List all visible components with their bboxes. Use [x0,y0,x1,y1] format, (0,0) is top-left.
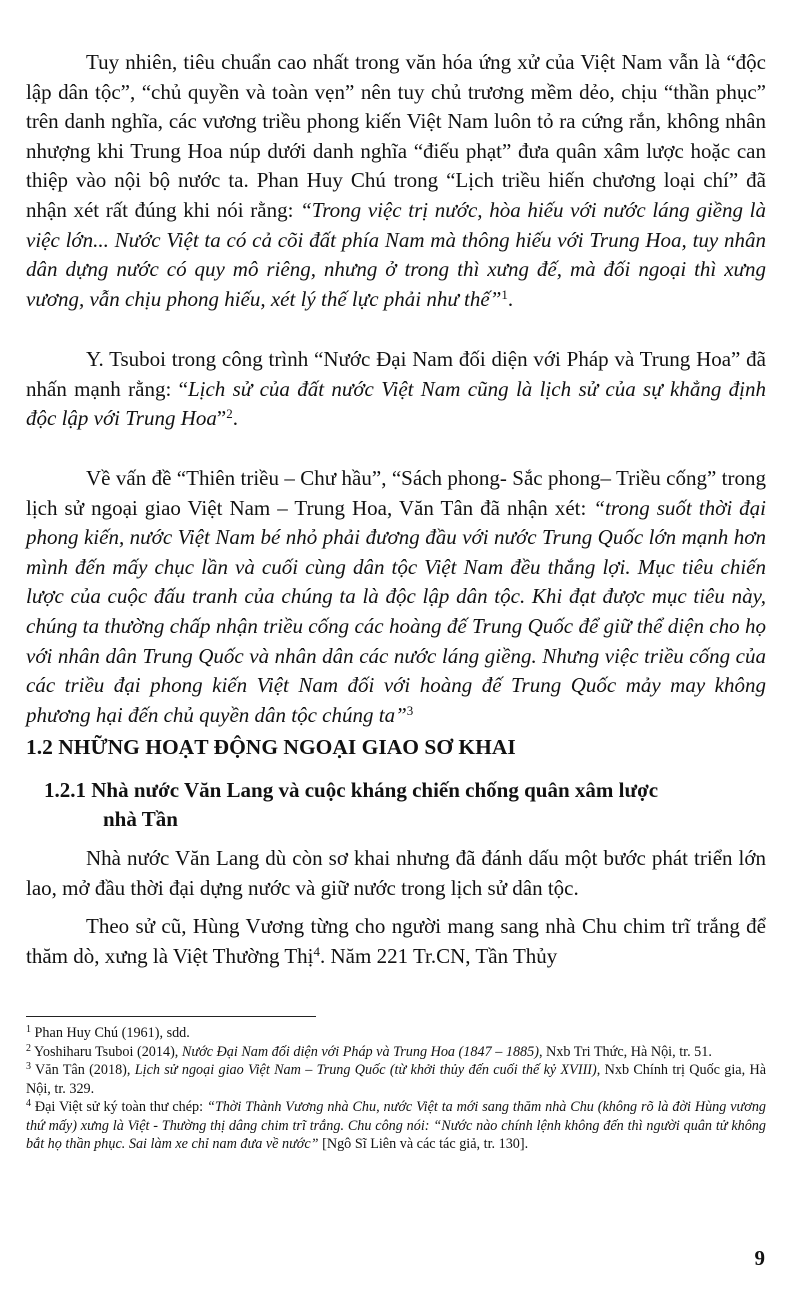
footnote-ref-4[interactable]: 4 [313,943,321,959]
paragraph-hung-vuong [26,912,766,971]
text-run: Y. Tsuboi trong công trình “Nước Đại Nam đối diện với Pháp và Trung Hoa” đã nhấn mạnh rằng: “ [26,347,766,401]
quote-tsuboi: Lịch sử của đất nước Việt Nam cũng là lịch sử của sự khẳng định độc lập với Trung Hoa [26,376,767,431]
text-run: Tuy nhiên, tiêu chuẩn cao nhất trong văn hóa ứng xử của Việt Nam vẫn là “độc lập dân tộc”, “chủ quyền và toàn vẹn” nên tuy chủ trương mềm dẻo, chịu “thần phục” trên danh nghĩa, các vương triều phong kiến Việt Nam luôn tỏ ra cứng rắn, không nhân nhượng khi Trung Hoa núp dưới danh nghĩa “điếu phạt” đưa quân xâm lược hoặc can thiệp vào nội bộ nước ta. Phan Huy Chú trong “Lịch triều hiến chương loại chí” đã nhận xét rất đúng khi nói rằng: [26,50,766,222]
paragraph-van-tan [26,464,766,730]
section-heading: 1.2 NHỮNG HOẠT ĐỘNG NGOẠI GIAO SƠ KHAI [26,735,516,759]
footnote-1 [26,1024,766,1043]
paragraph-cultural-standard [26,48,766,314]
paragraph-tsuboi [26,345,766,434]
footnote-number: 3 [26,1061,31,1072]
footnotes [26,1024,766,1154]
footnote-title: Lịch sử ngoại giao Việt Nam – Trung Quốc (từ khởi thủy đến cuối thế kỷ XVIII) [134,1062,597,1078]
footnote-title: Nước Đại Nam đối diện với Pháp và Trung Hoa (1847 – 1885) [181,1043,539,1060]
subsection-heading-line1: 1.2.1 Nhà nước Văn Lang và cuộc kháng chiến chống quân xâm lược [44,778,659,802]
paragraph-van-lang: Nhà nước Văn Lang dù còn sơ khai nhưng đã đánh dấu một bước phát triển lớn lao, mở đầu thời đại dựng nước và giữ nước trong lịch sử dân tộc. [26,846,766,900]
footnote-number: 4 [26,1098,31,1109]
footnote-ref-2[interactable]: 2 [226,406,233,422]
footnote-ref-1[interactable]: 1 [501,286,508,302]
subsection-heading [44,776,766,834]
footnote-text: Văn Tân (2018), [35,1062,135,1078]
text-run: . [507,286,514,311]
quote-phan-huy-chu: “Trong việc trị nước, hòa hiếu với nước láng giềng là việc lớn... Nước Việt ta có cả cõi đất phía Nam mà thông hiếu với Trung Hoa, tuy nhân dân dựng nước có quy mô riêng, nhưng ở trong thì xưng đế, mà đối ngoại thì xưng vương, vẫn chịu phong hiếu, xét lý thế lực phải như thế” [26,197,766,311]
footnote-4 [26,1098,766,1154]
footnote-text: Yoshiharu Tsuboi (2014), [34,1043,182,1060]
footnote-quote: “Thời Thành Vương nhà Chu, nước Việt ta mới sang thăm nhà Chu (không rõ là đời Hùng vương thứ mấy) xưng là Việt - Thường thị dâng chim trĩ trắng. Chu công nói: “Nước nào chính lệnh không đến thì người quân tử không bắt họ thần phục. Sai làm xe chỉ nam đưa về nước” [26,1099,767,1152]
text-run: . [232,406,238,431]
footnote-2 [26,1043,766,1062]
footnote-3 [26,1061,766,1098]
footnote-text: Phan Huy Chú (1961), sdd. [34,1025,190,1041]
text-run: Theo sử cũ, Hùng Vương từng cho người mang sang nhà Chu chim trĩ trắng để thăm dò, xưng là Việt Thường Thị [26,914,766,968]
footnote-number: 1 [26,1024,31,1035]
page-number: 9 [754,1246,765,1270]
footnote-text: , Nxb Chính trị Quốc gia, Hà Nội, tr. 329. [26,1062,766,1097]
text-run: Về vấn đề “Thiên triều – Chư hầu”, “Sách phong- Sắc phong– Triều cống” trong lịch sử ngoại giao Việt Nam – Trung Hoa, Văn Tân đã nhận xét: [26,466,766,520]
footnote-number: 2 [26,1042,31,1054]
footnote-divider [26,1016,316,1017]
text-run: . Năm 221 Tr.CN, Tần Thủy [320,943,558,968]
footnote-text: Đại Việt sử ký toàn thư chép: [34,1099,207,1115]
text-run: ” [216,406,227,431]
quote-van-tan: “trong suốt thời đại phong kiến, nước Việt Nam bé nhỏ phải đương đầu với nước Trung Quốc lớn mạnh hơn mình đến mấy chục lần và cuối cùng dân tộc Việt Nam đều thắng lợi. Mục tiêu chiến lược của cuộc đấu tranh của chúng ta là độc lập dân tộc. Khi đạt được mục tiêu này, chúng ta thường chấp nhận triều cống các hoàng đế Trung Quốc để giữ thể diện cho họ với nhân dân Trung Quốc và nhân dân các nước láng giềng. Nhưng việc triều cống của các triều đại phong kiến Việt Nam đối với hoàng đế Trung Quốc mảy may không phương hại đến chủ quyền dân tộc chúng ta” [26,495,767,727]
footnote-text: [Ngô Sĩ Liên và các tác giả, tr. 130]. [318,1136,529,1152]
subsection-heading-line2: nhà Tần [103,807,178,831]
footnote-ref-3[interactable]: 3 [406,702,414,718]
footnote-text: , Nxb Tri Thức, Hà Nội, tr. 51. [538,1043,712,1060]
